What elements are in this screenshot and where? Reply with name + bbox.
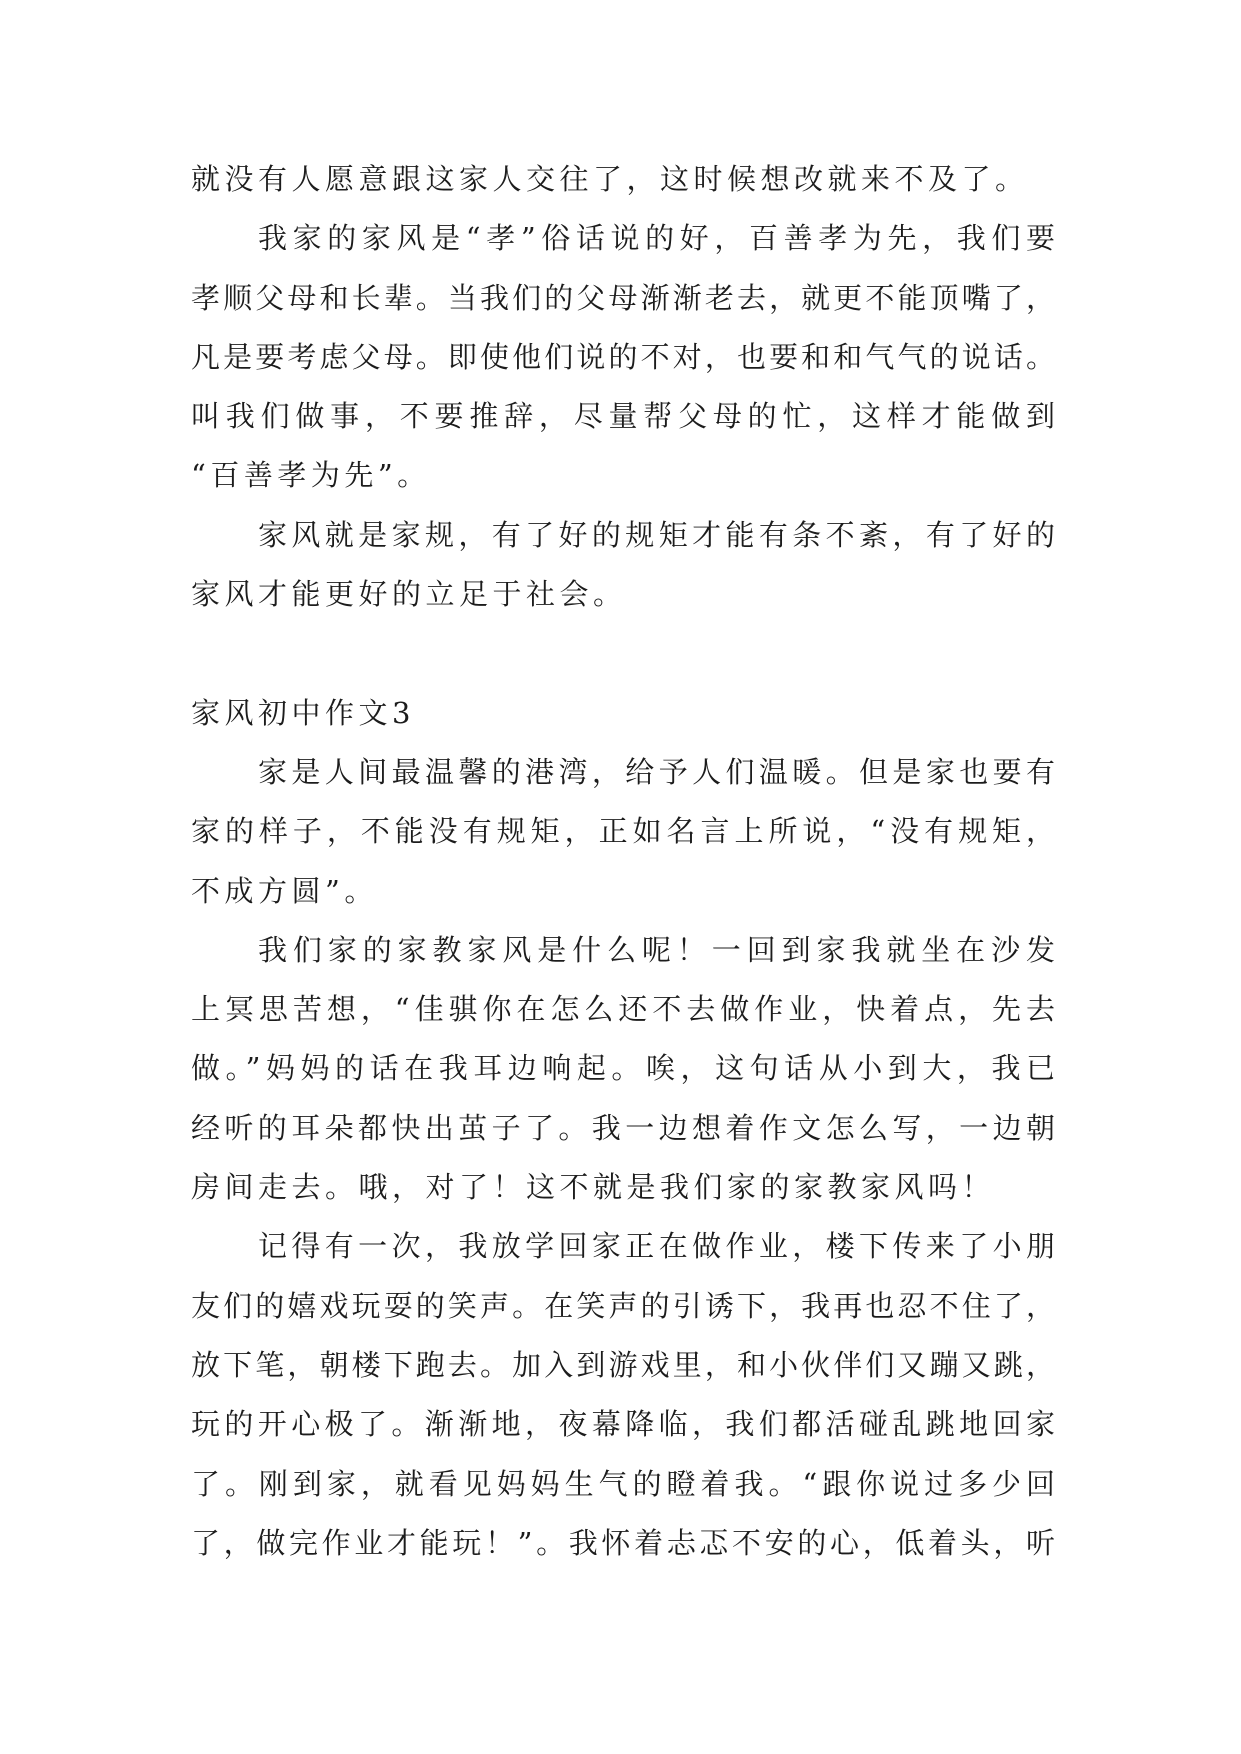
text-line: 家的样子，不能没有规矩，正如名言上所说，“没有规矩，: [191, 814, 1057, 849]
paragraph: [191, 209, 1057, 505]
text-line: 上冥思苦想，“佳骐你在怎么还不去做作业，快着点，先去: [191, 992, 1057, 1027]
text-line: 我家的家风是“孝”俗话说的好，百善孝为先，我们要: [258, 221, 1057, 256]
text-line: 放下笔，朝楼下跑去。加入到游戏里，和小伙伴们又蹦又跳，: [191, 1347, 1057, 1382]
text-line: 我们家的家教家风是什么呢！一回到家我就坐在沙发: [258, 932, 1057, 967]
text-line: 经听的耳朵都快出茧子了。我一边想着作文怎么写，一边朝: [191, 1110, 1057, 1145]
blank-line: [191, 624, 1057, 683]
text-line: 不成方圆”。: [191, 873, 378, 908]
text-line: 做。”妈妈的话在我耳边响起。唉，这句话从小到大，我已: [191, 1051, 1057, 1086]
text-line: 孝顺父母和长辈。当我们的父母渐渐老去，就更不能顶嘴了，: [191, 280, 1057, 315]
text-line: 了，做完作业才能玩！”。我怀着忐忑不安的心，低着头，听: [191, 1525, 1057, 1560]
text-line: 家是人间最温馨的港湾，给予人们温暖。但是家也要有: [258, 754, 1057, 789]
document-body: [191, 150, 1057, 1573]
text-line: 就没有人愿意跟这家人交往了，这时候想改就来不及了。: [191, 162, 1029, 196]
paragraph: [191, 921, 1057, 1217]
text-line: 叫我们做事，不要推辞，尽量帮父母的忙，这样才能做到: [191, 399, 1057, 434]
text-line: 记得有一次，我放学回家正在做作业，楼下传来了小朋: [258, 1229, 1057, 1264]
text-line: 家风才能更好的立足于社会。: [191, 577, 627, 612]
text-line: 了。刚到家，就看见妈妈生气的瞪着我。“跟你说过多少回: [191, 1466, 1057, 1501]
text-line: “百善孝为先”。: [191, 458, 431, 493]
paragraph: [191, 506, 1057, 625]
text-line: 家风就是家规，有了好的规矩才能有条不紊，有了好的: [258, 517, 1057, 552]
text-line: 房间走去。哦，对了！这不就是我们家的家教家风吗！: [191, 1170, 996, 1205]
text-line: 友们的嬉戏玩耍的笑声。在笑声的引诱下，我再也忍不住了，: [191, 1288, 1057, 1323]
text-line: 凡是要考虑父母。即使他们说的不对，也要和和气气的说话。: [191, 339, 1057, 374]
paragraph: [191, 1217, 1057, 1573]
paragraph: [191, 150, 1057, 209]
text-line: 玩的开心极了。渐渐地，夜幕降临，我们都活碰乱跳地回家: [191, 1407, 1057, 1442]
paragraph: [191, 743, 1057, 921]
section-title: 家风初中作文3: [191, 695, 415, 730]
